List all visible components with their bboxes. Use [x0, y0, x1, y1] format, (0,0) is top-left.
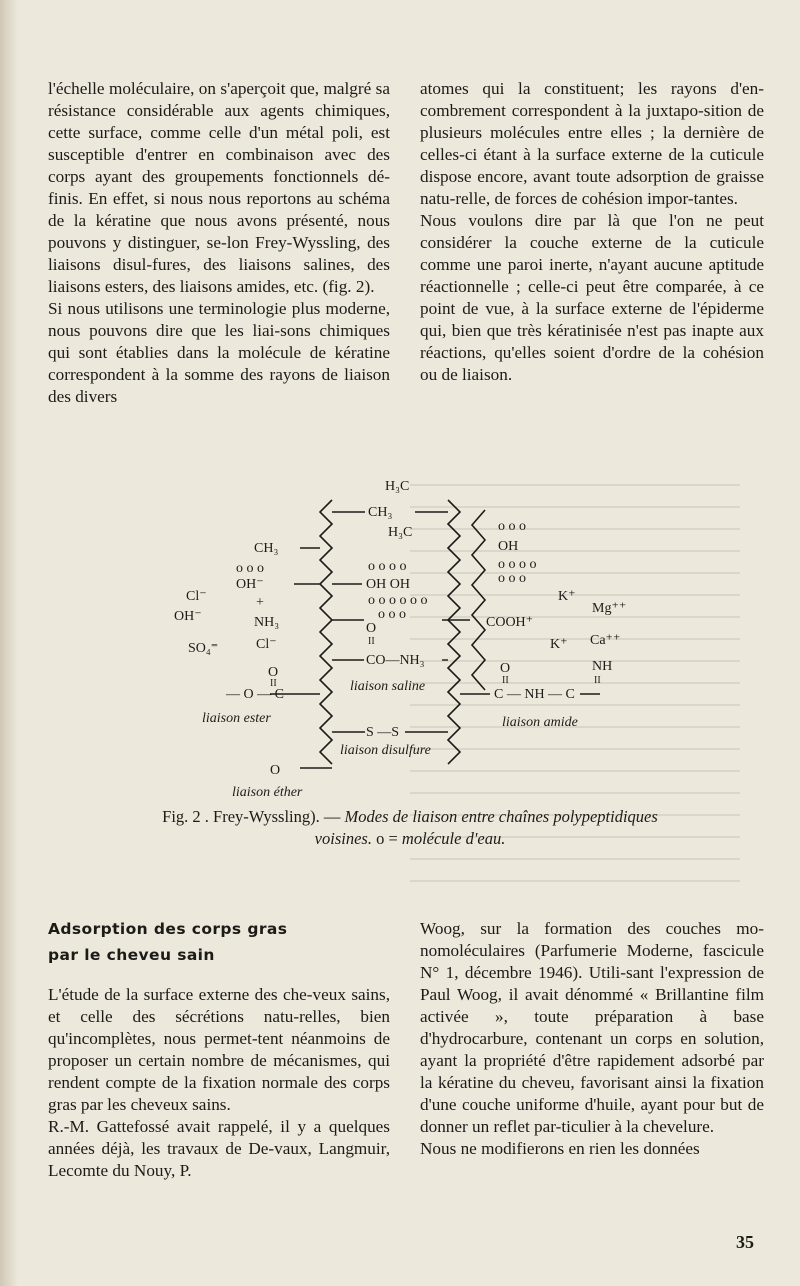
caption-italic: Modes de liaison entre chaînes polypeptidiques voisines.: [314, 807, 658, 848]
paragraph: Woog, sur la formation des couches mo-nomoléculaires (Parfumerie Moderne, fascicule N° 1, décembre 1946). Utili-sant l'expression de Paul Woog, il avait dénommé « Brillantine film activée », toute préparation à base d'hydrocarbure, contenant un corps en solution, ayant la propriété d'être rapidement adsorbé par la kératine du cheveu, favorisant ainsi la fixation d'une couche uniforme d'huile, ayant pour but de donner un reflet par-ticulier à la chevelure.: [420, 919, 764, 1136]
fig-label: Cl⁻: [186, 589, 207, 604]
fig-label: liaison saline: [350, 679, 426, 694]
section-heading: [48, 916, 390, 968]
caption-prefix: Fig. 2 . Frey-Wyssling). —: [162, 807, 341, 826]
fig-label: H₃C: [385, 479, 410, 494]
fig-label: CO—NH₃: [366, 653, 425, 668]
heading-line: Adsorption des corps gras: [48, 920, 288, 938]
fig-label: OH: [498, 539, 519, 554]
fig-label: O: [500, 661, 511, 676]
fig-label: OH⁻: [174, 609, 202, 624]
fig-label: K⁺: [558, 589, 576, 604]
fig-label: o o o o: [498, 557, 537, 572]
fig-label: Cl⁻: [256, 637, 277, 652]
figure-caption: [160, 806, 660, 850]
paragraph: R.-M. Gattefossé avait rappelé, il y a quelques années déjà, les travaux de De-vaux, Langmuir, Lecomte du Nouy, P.: [48, 1117, 390, 1180]
page-edge-shadow: [0, 0, 18, 1286]
fig-label: Mg⁺⁺: [592, 601, 627, 616]
fig-label: Ca⁺⁺: [590, 633, 621, 648]
fig-label: SO₄⁼: [188, 641, 219, 656]
right-column-top: [420, 78, 764, 386]
fig-label: CH₃: [254, 541, 279, 556]
fig-label: o o o: [378, 607, 406, 622]
fig-label: II: [502, 675, 509, 686]
paragraph: l'échelle moléculaire, on s'aperçoit que, malgré sa résistance considérable aux agents chimiques, cette surface, comme celle d'un métal poli, est susceptible d'entrer en combinaison avec des corps ayant des groupements fonctionnels dé-finis. En effet, si nous nous reportons au schéma de la kératine que nous avons présenté, nous pouvons y distinguer, se-lon Frey-Wyssling, des liaisons disul-fures, des liaisons salines, des liaisons esters, des liaisons amides, etc. (fig. 2).: [48, 79, 390, 296]
fig-label: o o o o o o: [368, 593, 428, 608]
fig-label: II: [368, 636, 375, 647]
fig-label: K⁺: [550, 637, 568, 652]
fig-label: OH OH: [366, 577, 410, 592]
fig-label: H₃C: [388, 525, 413, 540]
fig-label: — O — C: [226, 687, 284, 702]
figure-keratin-bonds: [160, 470, 680, 810]
fig-label: o o o: [236, 561, 264, 576]
fig-label: OH⁻: [236, 577, 264, 592]
right-chain-2: [472, 510, 485, 690]
fig-label: o o o: [498, 519, 526, 534]
fig-label: +: [256, 595, 264, 610]
fig-label: O: [366, 621, 377, 636]
fig-label: o o o: [498, 571, 526, 586]
left-column-top: [48, 78, 390, 408]
paragraph: Nous voulons dire par là que l'on ne peut considérer la couche externe de la cuticule comme une paroi inerte, n'ayant aucune aptitude réactionnelle ; celle-ci peut être comparée, à ce point de vue, à la surface externe de l'épiderme qui, bien que très kératinisée n'est pas inapte aux réactions, qu'elles soient d'ordre de la cohésion ou de liaison.: [420, 211, 764, 384]
fig-label: CH₃: [368, 505, 393, 520]
page-number: 35: [736, 1232, 754, 1252]
fig-label: liaison disulfure: [340, 743, 431, 758]
fig-label: O: [268, 665, 279, 680]
fig-label: NH₃: [254, 615, 280, 630]
right-column-bottom: [420, 918, 764, 1160]
fig-label: S —S: [366, 725, 400, 740]
fig-label: C — NH — C: [494, 687, 575, 702]
caption-suffix-italic: molécule d'eau.: [401, 829, 506, 848]
fig-label: O: [270, 763, 281, 778]
fig-label: II: [270, 678, 277, 689]
fig-label: liaison éther: [232, 785, 303, 800]
fig-label: liaison ester: [202, 711, 271, 726]
fig-label: liaison amide: [502, 715, 578, 730]
paragraph: L'étude de la surface externe des che-veux sains, et celle des sécrétions natu-relles, bien qu'incomplètes, nous permet-tent néanmoins de proposer un certain nombre de mécanismes, qui rendent compte de la fixation normale des corps gras par les cheveux sains.: [48, 985, 390, 1114]
bond-diagram: [160, 470, 680, 810]
fig-label: II: [594, 675, 601, 686]
fig-label: NH: [592, 659, 613, 674]
heading-line: par le cheveu sain: [48, 946, 215, 964]
left-column-bottom: [48, 984, 390, 1182]
left-chain: [320, 500, 332, 764]
paragraph: Nous ne modifierons en rien les données: [420, 1139, 700, 1158]
fig-label: COOH⁺: [486, 615, 534, 630]
paragraph: atomes qui la constituent; les rayons d'en-combrement correspondent à la juxtapo-sition de plusieurs molécules entre elles ; la dernière de celles-ci étant à la surface externe de la cuticule dispose encore, avant toute adsorption de graisse natu-relle, de forces de cohésion impor-tantes.: [420, 79, 764, 208]
right-chain: [448, 500, 460, 764]
paragraph: Si nous utilisons une terminologie plus moderne, nous pouvons dire que les liai-sons chimiques qui sont établies dans la molécule de kératine correspondent à la somme des rayons de liaison des divers: [48, 299, 390, 406]
caption-suffix: o =: [376, 829, 398, 848]
fig-label: o o o o: [368, 559, 407, 574]
